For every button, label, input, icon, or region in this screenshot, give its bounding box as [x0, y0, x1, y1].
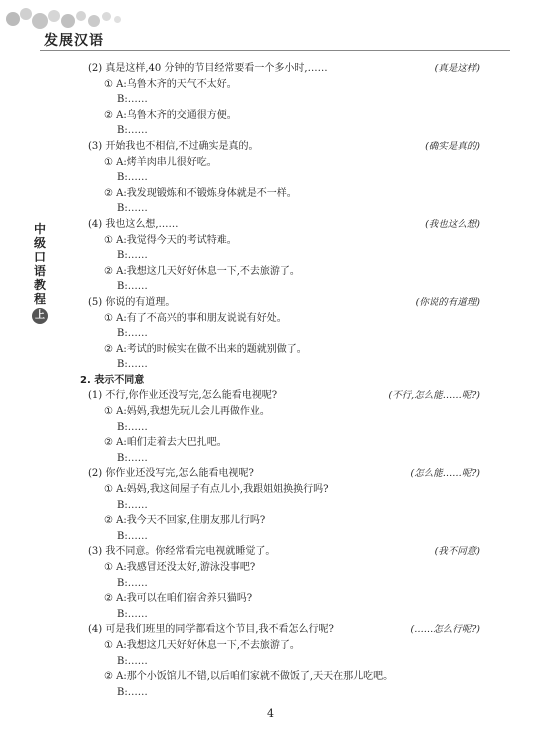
line-text: ② A:乌鲁木齐的交通很方便。 [104, 109, 237, 121]
line-text: (5) 你说的有道理。 [88, 296, 176, 308]
line-text: B:…… [117, 686, 148, 698]
section-heading [80, 373, 480, 389]
header-rule [40, 50, 510, 51]
side-label-char: 教 [33, 278, 46, 292]
pattern-hint: (我不同意) [434, 546, 480, 558]
dialogue-line-b [80, 654, 480, 670]
dialogue-line-b [80, 357, 480, 373]
line-text: ① A:我感冒还没太好,游泳没事吧? [104, 562, 256, 573]
line-text: ① A:妈妈,我想先玩儿会儿再做作业。 [104, 406, 270, 418]
line-text: B:…… [117, 94, 148, 106]
line-text: ② A:我今天不回家,住朋友那儿行吗? [104, 515, 266, 527]
line-text: ① A:我想这几天好好休息一下,不去旅游了。 [104, 639, 300, 651]
side-book-label [30, 222, 50, 324]
dialogue-line-b [80, 498, 480, 514]
side-label-char: 级 [33, 236, 46, 250]
dialogue-line-b [80, 92, 480, 108]
line-text: B:…… [117, 530, 148, 542]
exercise-prompt [80, 295, 480, 311]
line-text: ① A:烤羊肉串儿很好吃。 [104, 156, 217, 168]
side-label-char: 口 [33, 250, 46, 264]
dialogue-line-a [80, 638, 480, 654]
dialogue-line-b [80, 685, 480, 701]
dialogue-line-b [80, 170, 480, 186]
line-text: (3) 开始我也不相信,不过确实是真的。 [88, 140, 259, 152]
line-text: B:…… [117, 499, 148, 511]
dialogue-line-a [80, 264, 480, 280]
dialogue-line-b [80, 607, 480, 623]
dialogue-line-b [80, 248, 480, 264]
dialogue-line-a [80, 108, 480, 124]
side-label-char: 中 [33, 222, 46, 236]
line-text: ② A:考试的时候实在做不出来的题就别做了。 [104, 343, 307, 355]
line-text: ① A:我觉得今天的考试特难。 [104, 234, 237, 246]
exercise-prompt [80, 139, 480, 155]
line-text: (2) 真是这样,40 分钟的节目经常要看一个多小时,…… [88, 63, 328, 74]
line-text: B:…… [117, 359, 148, 371]
dialogue-line-a [80, 77, 480, 93]
pattern-hint: (真是这样) [434, 63, 480, 74]
volume-badge: 上 [32, 308, 48, 324]
dialogue-line-b [80, 529, 480, 545]
pattern-hint: (……怎么行呢?) [410, 624, 480, 636]
line-text: ② A:咱们走着去大巴扎吧。 [104, 437, 227, 449]
dialogue-line-a [80, 482, 480, 498]
pattern-hint: (不行,怎么能……呢?) [388, 390, 480, 402]
pattern-hint: (我也这么想) [425, 218, 480, 230]
line-text: ② A:我可以在咱们宿舍养只猫吗? [104, 593, 253, 605]
side-label-char: 程 [33, 292, 46, 306]
line-text: ② A:我发现锻炼和不锻炼身体就是不一样。 [104, 187, 297, 199]
line-text: B:…… [117, 250, 148, 262]
dialogue-line-a [80, 342, 480, 358]
exercise-prompt [80, 544, 480, 560]
exercise-prompt [80, 622, 480, 638]
line-text: B:…… [117, 577, 148, 589]
pattern-hint: (你说的有道理) [415, 296, 480, 308]
exercise-prompt [80, 217, 480, 233]
dialogue-line-a [80, 155, 480, 171]
dialogue-line-a [80, 560, 480, 576]
exercise-prompt [80, 466, 480, 482]
dialogue-line-b [80, 201, 480, 217]
exercise-prompt [80, 61, 480, 77]
line-text: ① A:有了不高兴的事和朋友说说有好处。 [104, 312, 287, 324]
dialogue-line-a [80, 233, 480, 249]
dialogue-line-b [80, 420, 480, 436]
line-text: (1) 不行,你作业还没写完,怎么能看电视呢? [88, 390, 278, 402]
line-text: ① A:妈妈,我这间屋子有点儿小,我跟姐姐换换行吗? [104, 484, 329, 496]
dialogue-line-b [80, 326, 480, 342]
dialogue-line-b [80, 279, 480, 295]
dialogue-line-a [80, 513, 480, 529]
line-text: ② A:我想这几天好好休息一下,不去旅游了。 [104, 265, 300, 277]
line-text: B:…… [117, 452, 148, 464]
exercise-prompt [80, 388, 480, 404]
dialogue-line-b [80, 576, 480, 592]
dialogue-line-a [80, 404, 480, 420]
line-text: ② A:那个小饭馆儿不错,以后咱们家就不做饭了,天天在那儿吃吧。 [104, 671, 394, 683]
dialogue-line-b [80, 123, 480, 139]
line-text: B:…… [117, 421, 148, 433]
line-text: (2) 你作业还没写完,怎么能看电视呢? [88, 468, 254, 480]
line-text: B:…… [117, 328, 148, 340]
dialogue-line-a [80, 669, 480, 685]
line-text: B:…… [117, 655, 148, 667]
line-text: B:…… [117, 281, 148, 293]
line-text: B:…… [117, 203, 148, 215]
book-series-title: 发展汉语 [44, 33, 104, 49]
dialogue-line-b [80, 451, 480, 467]
line-text: B:…… [117, 608, 148, 620]
line-text: B:…… [117, 125, 148, 137]
pattern-hint: (怎么能……呢?) [410, 468, 480, 480]
dialogue-line-a [80, 186, 480, 202]
line-text: B:…… [117, 172, 148, 184]
line-text: ① A:乌鲁木齐的天气不太好。 [104, 78, 237, 90]
dialogue-line-a [80, 591, 480, 607]
line-text: 2. 表示不同意 [80, 374, 145, 386]
exercise-content [80, 61, 480, 700]
line-text: (4) 可是我们班里的同学都看这个节目,我不看怎么行呢? [88, 624, 334, 636]
pattern-hint: (确实是真的) [425, 140, 480, 152]
dialogue-line-a [80, 435, 480, 451]
page-number: 4 [267, 707, 274, 720]
side-label-char: 语 [33, 264, 46, 278]
dialogue-line-a [80, 311, 480, 327]
line-text: (4) 我也这么想,…… [88, 218, 179, 230]
line-text: (3) 我不同意。你经常看完电视就睡觉了。 [88, 546, 276, 558]
